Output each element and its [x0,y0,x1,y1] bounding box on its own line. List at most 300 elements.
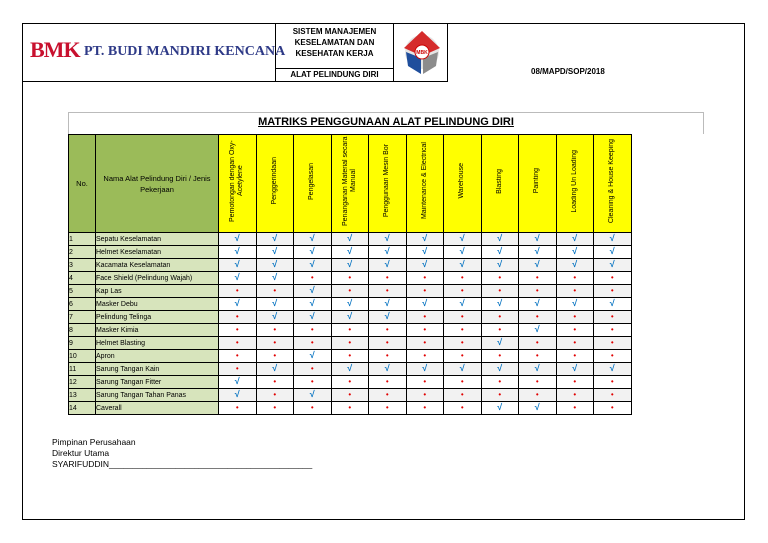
usage-cell [294,246,332,259]
required-check-icon: √ [459,259,465,269]
usage-cell [556,285,594,298]
required-check-icon: √ [534,259,540,269]
usage-cell [481,298,519,311]
table-row [69,376,632,389]
not-required-dot-icon: • [460,390,464,399]
row-number: 11 [69,363,96,376]
usage-cell [369,389,407,402]
required-check-icon: √ [609,298,615,308]
job-label: Loading Un Loading [570,149,578,213]
required-check-icon: √ [572,363,578,373]
usage-cell [519,311,557,324]
required-check-icon: √ [497,402,503,412]
col-header-job [294,135,332,233]
required-check-icon: √ [309,311,315,321]
job-label: Penggerindaan [270,157,278,205]
ppe-name: Kacamata Keselamatan [96,259,219,272]
col-header-job [594,135,632,233]
col-header-no: No. [69,135,96,233]
usage-cell [294,376,332,389]
usage-cell [331,272,369,285]
not-required-dot-icon: • [573,338,577,347]
required-check-icon: √ [347,298,353,308]
usage-cell [331,298,369,311]
ppe-name: Masker Debu [96,298,219,311]
required-check-icon: √ [234,259,240,269]
usage-cell [444,350,482,363]
not-required-dot-icon: • [535,338,539,347]
usage-cell [369,272,407,285]
usage-cell [406,246,444,259]
usage-cell [481,324,519,337]
usage-cell [556,376,594,389]
usage-cell [519,337,557,350]
table-row [69,285,632,298]
usage-cell [556,259,594,272]
usage-cell [444,324,482,337]
ppe-name: Sarung Tangan Kain [96,363,219,376]
required-check-icon: √ [234,389,240,399]
usage-cell [556,246,594,259]
usage-cell [556,337,594,350]
usage-cell [481,337,519,350]
required-check-icon: √ [497,298,503,308]
required-check-icon: √ [459,233,465,243]
usage-cell [294,259,332,272]
usage-cell [331,363,369,376]
job-label: Warehouse [458,163,466,199]
usage-cell [406,233,444,246]
table-row [69,350,632,363]
usage-cell [556,389,594,402]
not-required-dot-icon: • [385,338,389,347]
usage-cell [219,311,257,324]
ppe-name: Sarung Tangan Tahan Panas [96,389,219,402]
not-required-dot-icon: • [310,403,314,412]
usage-cell [294,350,332,363]
usage-cell [256,324,294,337]
not-required-dot-icon: • [310,364,314,373]
col-header-job [556,135,594,233]
usage-cell [219,337,257,350]
not-required-dot-icon: • [573,351,577,360]
table-row [69,363,632,376]
not-required-dot-icon: • [348,377,352,386]
usage-cell [219,246,257,259]
job-label: Pemotongan dengan Oxy-Acetylene [229,140,245,222]
required-check-icon: √ [384,246,390,256]
usage-cell [519,376,557,389]
required-check-icon: √ [497,246,503,256]
usage-cell [219,402,257,415]
table-row [69,259,632,272]
usage-cell [594,350,632,363]
not-required-dot-icon: • [385,377,389,386]
required-check-icon: √ [347,233,353,243]
usage-cell [444,363,482,376]
not-required-dot-icon: • [460,338,464,347]
table-row [69,233,632,246]
not-required-dot-icon: • [235,325,239,334]
usage-cell [519,272,557,285]
document-header [22,23,448,82]
usage-cell [519,363,557,376]
usage-cell [256,233,294,246]
not-required-dot-icon: • [610,338,614,347]
usage-cell [556,272,594,285]
required-check-icon: √ [272,259,278,269]
usage-cell [369,376,407,389]
ppe-name: Sepatu Keselamatan [96,233,219,246]
not-required-dot-icon: • [273,390,277,399]
row-number: 5 [69,285,96,298]
usage-cell [331,324,369,337]
table-row [69,324,632,337]
required-check-icon: √ [572,298,578,308]
required-check-icon: √ [309,259,315,269]
usage-cell [369,402,407,415]
required-check-icon: √ [534,233,540,243]
usage-cell [406,389,444,402]
row-number: 9 [69,337,96,350]
usage-cell [294,233,332,246]
not-required-dot-icon: • [235,312,239,321]
usage-cell [556,402,594,415]
not-required-dot-icon: • [573,312,577,321]
job-label: Pengelasan [308,162,316,200]
table-row [69,298,632,311]
not-required-dot-icon: • [348,338,352,347]
matrix-body [69,233,632,415]
ppe-name: Sarung Tangan Fitter [96,376,219,389]
ppe-name: Helmet Blasting [96,337,219,350]
signature-position: Direktur Utama [52,448,110,458]
col-header-job [369,135,407,233]
not-required-dot-icon: • [573,286,577,295]
usage-cell [331,246,369,259]
not-required-dot-icon: • [423,390,427,399]
not-required-dot-icon: • [273,377,277,386]
required-check-icon: √ [234,246,240,256]
required-check-icon: √ [384,311,390,321]
usage-cell [481,246,519,259]
usage-cell [406,363,444,376]
ppe-name: Kap Las [96,285,219,298]
usage-cell [594,376,632,389]
usage-cell [594,363,632,376]
required-check-icon: √ [384,259,390,269]
required-check-icon: √ [609,363,615,373]
usage-cell [256,272,294,285]
not-required-dot-icon: • [610,273,614,282]
usage-cell [219,233,257,246]
usage-cell [406,324,444,337]
usage-cell [331,233,369,246]
usage-cell [556,298,594,311]
usage-cell [481,285,519,298]
not-required-dot-icon: • [385,273,389,282]
usage-cell [369,350,407,363]
required-check-icon: √ [347,363,353,373]
required-check-icon: √ [309,285,315,295]
usage-cell [369,298,407,311]
not-required-dot-icon: • [273,351,277,360]
required-check-icon: √ [609,233,615,243]
usage-cell [406,285,444,298]
usage-cell [444,285,482,298]
usage-cell [519,402,557,415]
row-number: 1 [69,233,96,246]
usage-cell [481,311,519,324]
usage-cell [406,350,444,363]
required-check-icon: √ [309,246,315,256]
usage-cell [256,376,294,389]
table-row [69,246,632,259]
company-logo: BMK [30,37,80,62]
not-required-dot-icon: • [310,338,314,347]
usage-cell [519,246,557,259]
required-check-icon: √ [572,259,578,269]
not-required-dot-icon: • [535,377,539,386]
not-required-dot-icon: • [535,351,539,360]
ppe-matrix-table [68,134,632,415]
required-check-icon: √ [347,246,353,256]
usage-cell [444,272,482,285]
required-check-icon: √ [497,337,503,347]
usage-cell [519,285,557,298]
required-check-icon: √ [459,298,465,308]
not-required-dot-icon: • [310,325,314,334]
usage-cell [294,285,332,298]
row-number: 2 [69,246,96,259]
signature-title: Pimpinan Perusahaan [52,437,136,447]
not-required-dot-icon: • [610,403,614,412]
usage-cell [331,402,369,415]
usage-cell [294,337,332,350]
usage-cell [294,402,332,415]
required-check-icon: √ [384,363,390,373]
usage-cell [481,389,519,402]
not-required-dot-icon: • [423,338,427,347]
not-required-dot-icon: • [348,325,352,334]
usage-cell [594,324,632,337]
required-check-icon: √ [234,376,240,386]
not-required-dot-icon: • [423,325,427,334]
not-required-dot-icon: • [273,403,277,412]
not-required-dot-icon: • [273,325,277,334]
usage-cell [444,259,482,272]
system-title-box [275,23,394,82]
not-required-dot-icon: • [535,390,539,399]
usage-cell [256,298,294,311]
usage-cell [256,337,294,350]
row-number: 4 [69,272,96,285]
not-required-dot-icon: • [348,351,352,360]
usage-cell [369,285,407,298]
usage-cell [594,389,632,402]
table-row [69,337,632,350]
usage-cell [594,311,632,324]
usage-cell [331,376,369,389]
not-required-dot-icon: • [573,325,577,334]
usage-cell [444,233,482,246]
usage-cell [594,233,632,246]
usage-cell [256,389,294,402]
col-header-job [444,135,482,233]
usage-cell [406,337,444,350]
required-check-icon: √ [309,350,315,360]
usage-cell [406,311,444,324]
required-check-icon: √ [347,259,353,269]
not-required-dot-icon: • [348,390,352,399]
not-required-dot-icon: • [423,273,427,282]
required-check-icon: √ [422,298,428,308]
usage-cell [444,246,482,259]
usage-cell [369,311,407,324]
usage-cell [406,259,444,272]
not-required-dot-icon: • [273,286,277,295]
not-required-dot-icon: • [460,273,464,282]
usage-cell [219,389,257,402]
required-check-icon: √ [609,246,615,256]
not-required-dot-icon: • [535,273,539,282]
usage-cell [369,324,407,337]
not-required-dot-icon: • [385,286,389,295]
usage-cell [369,363,407,376]
usage-cell [219,376,257,389]
usage-cell [294,298,332,311]
not-required-dot-icon: • [385,325,389,334]
system-title-line: SISTEM MANAJEMEN [292,27,377,36]
required-check-icon: √ [272,272,278,282]
required-check-icon: √ [272,246,278,256]
usage-cell [331,389,369,402]
not-required-dot-icon: • [348,286,352,295]
document-code: 08/MAPD/SOP/2018 [531,67,605,76]
job-label: Penggunaan Mesin Bor [383,144,391,218]
usage-cell [331,350,369,363]
not-required-dot-icon: • [385,390,389,399]
not-required-dot-icon: • [573,377,577,386]
usage-cell [294,389,332,402]
not-required-dot-icon: • [348,403,352,412]
required-check-icon: √ [422,363,428,373]
job-label: Penanganan Material secara Manual [341,136,357,226]
required-check-icon: √ [572,233,578,243]
not-required-dot-icon: • [573,403,577,412]
required-check-icon: √ [234,233,240,243]
usage-cell [444,376,482,389]
not-required-dot-icon: • [423,403,427,412]
usage-cell [519,324,557,337]
usage-cell [256,246,294,259]
not-required-dot-icon: • [610,351,614,360]
required-check-icon: √ [534,402,540,412]
usage-cell [369,233,407,246]
usage-cell [481,376,519,389]
usage-cell [294,363,332,376]
ppe-name: Pelindung Telinga [96,311,219,324]
usage-cell [219,272,257,285]
usage-cell [481,259,519,272]
signature-name-line: SYARIFUDDIN___________________________________________ [52,459,313,469]
not-required-dot-icon: • [235,351,239,360]
required-check-icon: √ [534,363,540,373]
not-required-dot-icon: • [498,273,502,282]
usage-cell [294,324,332,337]
required-check-icon: √ [234,272,240,282]
usage-cell [481,402,519,415]
required-check-icon: √ [234,298,240,308]
usage-cell [256,363,294,376]
usage-cell [556,233,594,246]
ppe-name: Helmet Keselamatan [96,246,219,259]
col-header-job [331,135,369,233]
required-check-icon: √ [534,324,540,334]
system-title-line: KESELAMATAN DAN [294,38,375,47]
not-required-dot-icon: • [498,390,502,399]
usage-cell [519,259,557,272]
required-check-icon: √ [609,259,615,269]
usage-cell [481,272,519,285]
usage-cell [369,259,407,272]
required-check-icon: √ [384,298,390,308]
row-number: 13 [69,389,96,402]
not-required-dot-icon: • [498,325,502,334]
usage-cell [219,363,257,376]
required-check-icon: √ [309,298,315,308]
usage-cell [219,350,257,363]
usage-cell [294,311,332,324]
usage-cell [556,324,594,337]
job-label: Blasting [495,168,503,194]
col-header-job [519,135,557,233]
col-header-job [481,135,519,233]
required-check-icon: √ [497,363,503,373]
usage-cell [256,402,294,415]
usage-cell [256,259,294,272]
usage-cell [594,337,632,350]
emblem-label: MBK [416,50,428,56]
usage-cell [444,389,482,402]
not-required-dot-icon: • [385,351,389,360]
usage-cell [444,337,482,350]
row-number: 7 [69,311,96,324]
col-header-name: Nama Alat Pelindung Diri / Jenis Pekerjaan [96,135,219,233]
not-required-dot-icon: • [235,403,239,412]
usage-cell [406,376,444,389]
job-label: Maintenance & Electrical [420,142,428,220]
usage-cell [594,259,632,272]
usage-cell [219,259,257,272]
required-check-icon: √ [272,233,278,243]
not-required-dot-icon: • [535,286,539,295]
not-required-dot-icon: • [610,325,614,334]
usage-cell [256,285,294,298]
usage-cell [331,337,369,350]
usage-cell [594,246,632,259]
not-required-dot-icon: • [460,286,464,295]
not-required-dot-icon: • [498,286,502,295]
not-required-dot-icon: • [460,377,464,386]
usage-cell [219,324,257,337]
usage-cell [594,298,632,311]
usage-cell [519,350,557,363]
required-check-icon: √ [272,363,278,373]
usage-cell [369,337,407,350]
required-check-icon: √ [497,233,503,243]
not-required-dot-icon: • [460,325,464,334]
